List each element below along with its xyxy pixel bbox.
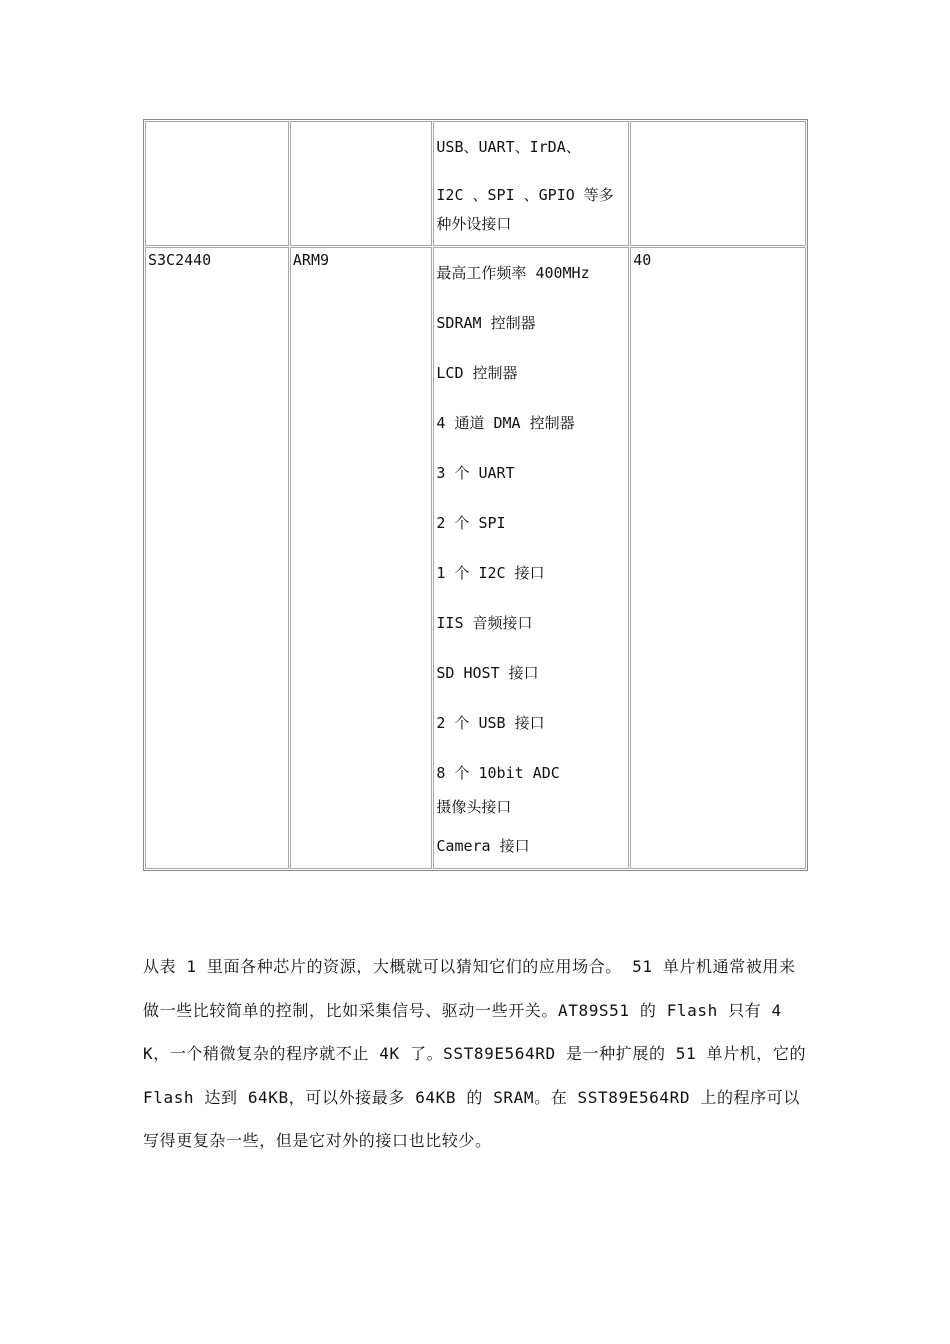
feature-line: 3 个 UART [436, 464, 515, 482]
table-row [145, 247, 806, 869]
feature-line: I2C 、SPI 、GPIO 等多 [436, 186, 614, 204]
body-paragraph: 从表 1 里面各种芯片的资源，大概就可以猜知它们的应用场合。 51 单片机通常被用来做一些比较简单的控制，比如采集信号、驱动一些开关。AT89S51 的 Flash 只有 4K，一个稍微复杂的程序就不止 4K 了。SST89E564RD 是一种扩展的 51 单片机，它的 Flash 达到 64KB，可以外接最多 64KB 的 SRAM。在 SST89E564RD 上的程序可以写得更复杂一些，但是它对外的接口也比较少。 [143, 957, 807, 1150]
features-cell [433, 247, 629, 869]
table-row [145, 121, 806, 246]
feature-line: 4 通道 DMA 控制器 [436, 414, 575, 432]
feature-line: IIS 音频接口 [436, 614, 533, 632]
feature-line: 最高工作频率 400MHz [436, 264, 590, 282]
core-cell [290, 121, 433, 246]
feature-line: LCD 控制器 [436, 364, 518, 382]
core-name: ARM9 [292, 251, 330, 269]
chip-name: S3C2440 [148, 251, 212, 269]
chip-name-cell [145, 121, 289, 246]
feature-line: 2 个 USB 接口 [436, 714, 545, 732]
value-cell [630, 247, 806, 869]
feature-line: USB、UART、IrDA、 [436, 138, 581, 156]
feature-line: 2 个 SPI [436, 514, 506, 532]
feature-line: 摄像头接口 [436, 798, 512, 816]
value-text: 40 [633, 251, 652, 269]
core-cell [290, 247, 433, 869]
feature-line: SD HOST 接口 [436, 664, 539, 682]
value-cell [630, 121, 806, 246]
chip-spec-table [143, 119, 808, 871]
feature-line: 种外设接口 [436, 215, 512, 233]
feature-line: SDRAM 控制器 [436, 314, 536, 332]
chip-name-cell [145, 247, 289, 869]
feature-line: 1 个 I2C 接口 [436, 564, 545, 582]
feature-line: Camera 接口 [436, 837, 530, 855]
features-cell [433, 121, 629, 246]
feature-line: 8 个 10bit ADC [436, 764, 560, 782]
